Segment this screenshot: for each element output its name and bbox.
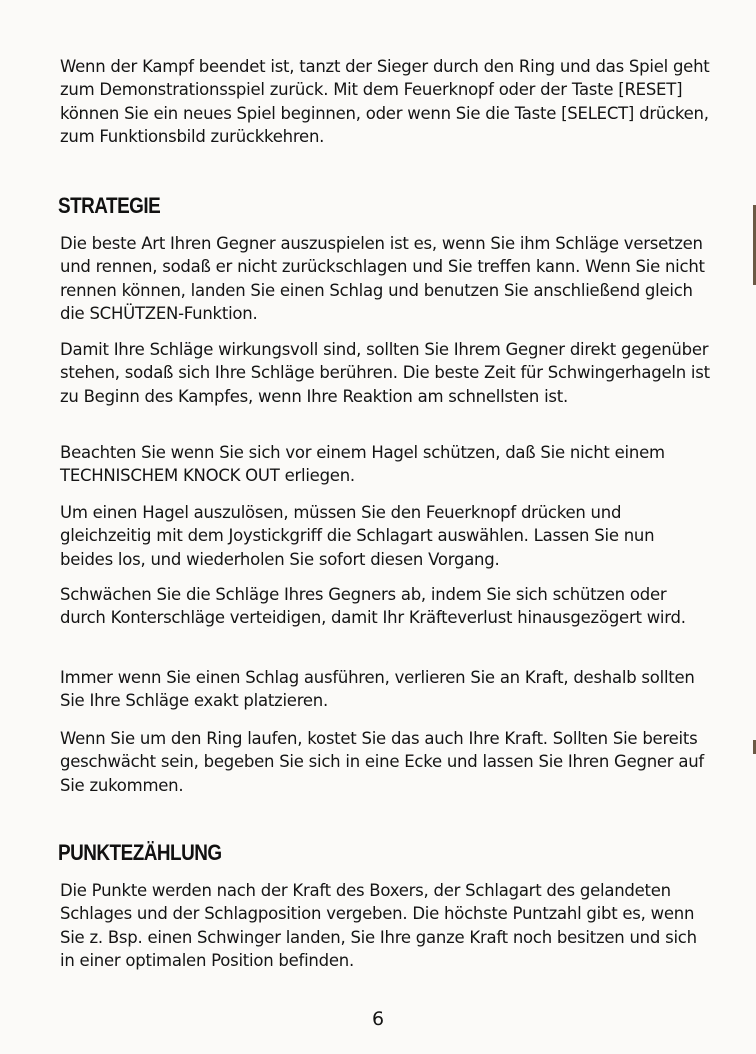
page-number: 6 xyxy=(371,1008,385,1030)
strategie-heading: STRATEGIE xyxy=(58,193,161,218)
strategie-paragraph-6: Immer wenn Sie einen Schlag ausführen, verlieren Sie an Kraft, deshalb sollten Sie Ihre Schläge exakt platzieren. xyxy=(60,668,695,711)
strategie-paragraph-1: Die beste Art Ihren Gegner auszuspielen ist es, wenn Sie ihm Schläge versetzen und rennen, sodaß er nicht zurückschlagen und Sie treffen kann. Wenn Sie nicht rennen können, landen Sie einen Schlag und benutzen Sie anschließend gleich die SCHÜTZEN-Funktion. xyxy=(60,234,705,323)
strategie-paragraph-7: Wenn Sie um den Ring laufen, kostet Sie das auch Ihre Kraft. Sollten Sie bereits geschwächt sein, begeben Sie sich in eine Ecke und lassen Sie Ihren Gegner auf Sie zukommen. xyxy=(60,729,704,795)
punktezaehlung-heading: PUNKTEZÄHLUNG xyxy=(58,840,222,865)
strategie-paragraph-3: Beachten Sie wenn Sie sich vor einem Hagel schützen, daß Sie nicht einem TECHNISCHEM KNOCK OUT erliegen. xyxy=(60,443,665,486)
strategie-paragraph-2: Damit Ihre Schläge wirkungsvoll sind, sollten Sie Ihrem Gegner direkt gegenüber stehen, sodaß sich Ihre Schläge berühren. Die beste Zeit für Schwingerhageln ist zu Beginn des Kampfes, wenn Ihre Reaktion am schnellsten ist. xyxy=(60,340,710,406)
strategie-paragraph-5: Schwächen Sie die Schläge Ihres Gegners ab, indem Sie sich schützen oder durch Konterschläge verteidigen, damit Ihr Kräfteverlust hinausgezögert wird. xyxy=(60,585,686,628)
strategie-paragraph-4: Um einen Hagel auszulösen, müssen Sie den Feuerknopf drücken und gleichzeitig mit dem Joystickgriff die Schlagart auswählen. Lassen Sie nun beides los, und wiederholen Sie sofort diesen Vorgang. xyxy=(60,503,655,569)
intro-paragraph: Wenn der Kampf beendet ist, tanzt der Sieger durch den Ring und das Spiel geht zum Demonstrationsspiel zurück. Mit dem Feuerknopf oder der Taste [RESET] können Sie ein neues Spiel beginnen, oder wenn Sie die Taste [SELECT] drücken, zum Funktionsbild zurückkehren. xyxy=(60,57,710,146)
punktezaehlung-paragraph: Die Punkte werden nach der Kraft des Boxers, der Schlagart des gelandeten Schlages und der Schlagposition vergeben. Die höchste Puntzahl gibt es, wenn Sie z. Bsp. einen Schwinger landen, Sie Ihre ganze Kraft noch besitzen und sich in einer optimalen Position befinden. xyxy=(60,881,697,970)
